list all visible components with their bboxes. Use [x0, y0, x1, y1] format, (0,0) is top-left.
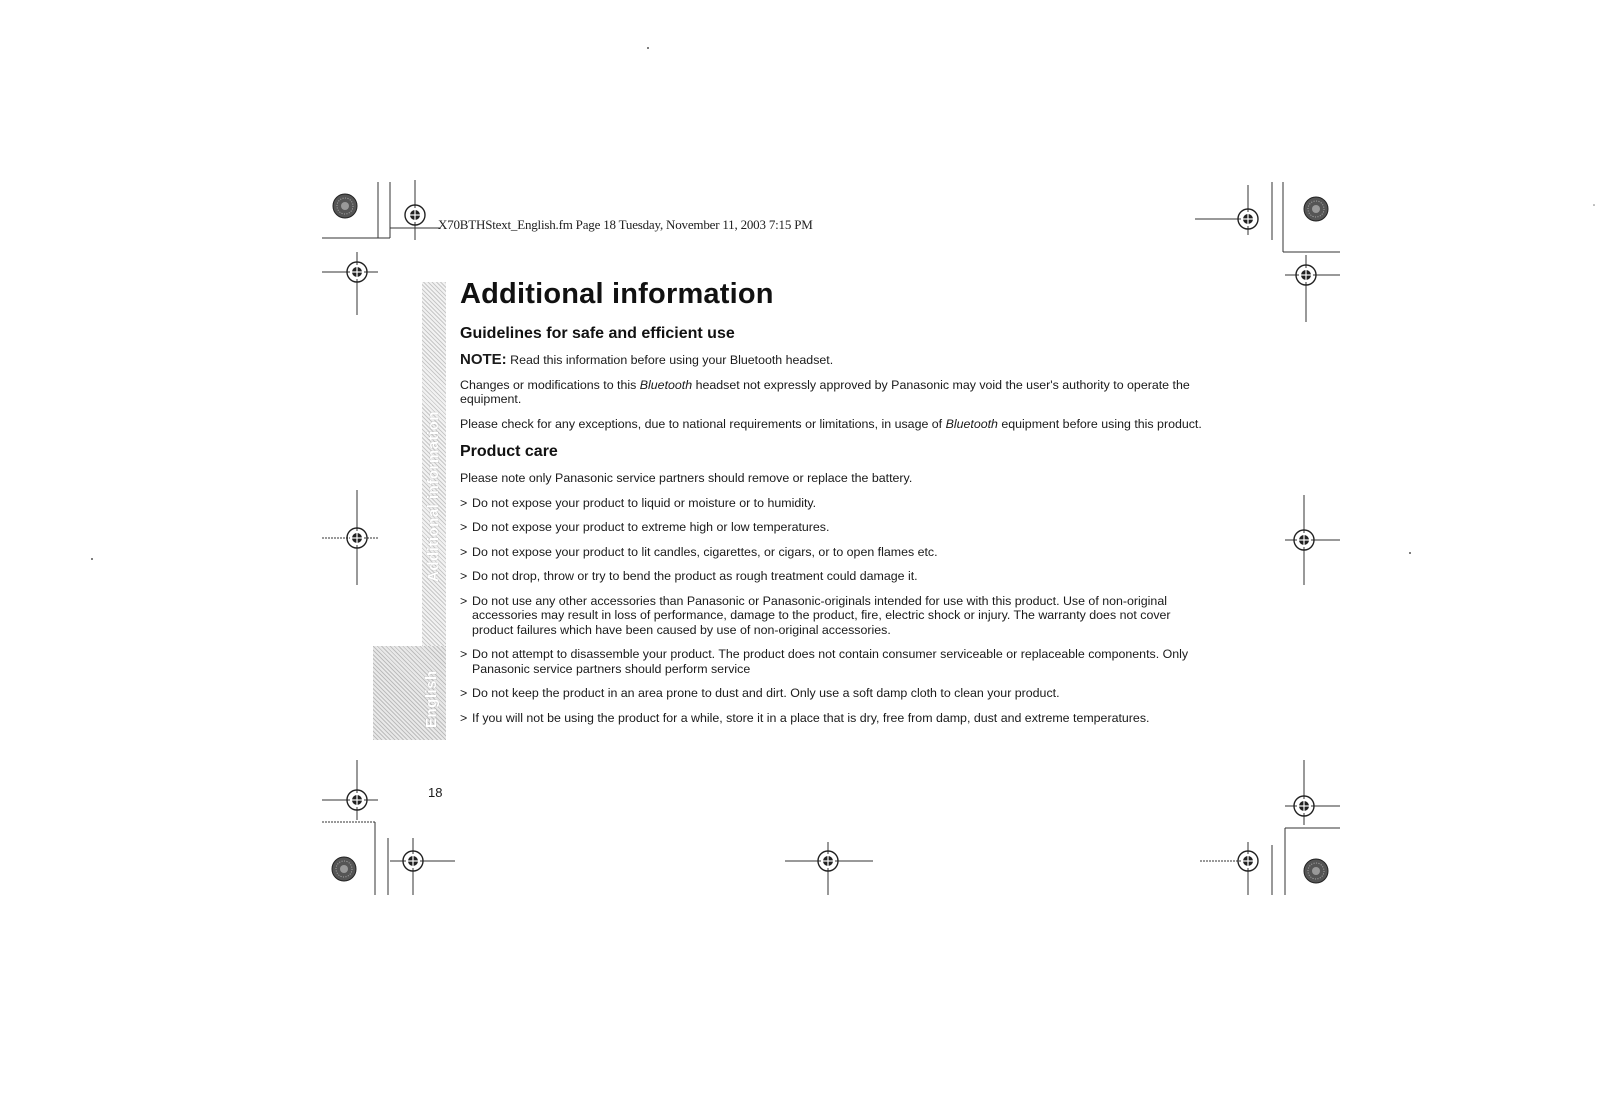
guidelines-heading: Guidelines for safe and efficient use	[460, 325, 735, 342]
changes-paragraph: Changes or modifications to this Bluetooth headset not expressly approved by Panasonic may void the user's authority to operate the equipment.	[460, 377, 1190, 406]
product-care-intro: Please note only Panasonic service partners should remove or replace the battery.	[460, 471, 913, 485]
list-item: > Do not keep the product in an area prone to dust and dirt. Only use a soft damp cloth to clean your product.	[460, 686, 1060, 700]
registration-target-bottom-right-inner	[1238, 851, 1258, 871]
list-item: > Do not attempt to disassemble your product. The product does not contain consumer serviceable or replaceable components. Only Panasonic service partners should perform service	[460, 647, 1189, 676]
registration-target-top-right-inner	[1238, 209, 1258, 229]
registration-target-bottom-center	[818, 851, 838, 871]
list-item: > If you will not be using the product for a while, store it in a place that is dry, free from damp, dust and extreme temperatures.	[460, 710, 1150, 725]
note-paragraph	[460, 353, 1205, 368]
product-care-heading: Product care	[460, 443, 558, 460]
main-content	[460, 278, 1205, 735]
list-item: > Do not use any other accessories than Panasonic or Panasonic-originals intended for use with this product. Use of non-original accessories may result in loss of performance, damage to the product, fire, electric shock or injury. The warranty does not cover product failures which have been caused by use of non-original accessories.	[460, 593, 1171, 637]
color-target-top-left	[333, 194, 357, 218]
list-item: > Do not expose your product to extreme high or low temperatures.	[460, 520, 830, 534]
side-tab-section	[422, 282, 446, 646]
registration-target-bottom-left-inner	[403, 851, 423, 871]
color-target-bottom-right	[1304, 859, 1328, 883]
registration-target-bottom-left	[347, 790, 367, 810]
side-tab-section-label: Additional information	[425, 411, 442, 582]
registration-target-middle-left	[347, 528, 367, 548]
list-item: > Do not expose your product to liquid or moisture or to humidity.	[460, 495, 817, 510]
registration-target-top-left	[347, 262, 367, 282]
list-item: > Do not expose your product to lit candles, cigarettes, or cigars, or to open flames etc.	[460, 544, 938, 559]
note-text: Read this information before using your Bluetooth headset.	[510, 353, 834, 367]
side-tab-language	[373, 646, 446, 740]
page-number: 18	[428, 785, 443, 800]
side-tab-language-label: English	[423, 670, 440, 728]
registration-target-middle-right	[1294, 530, 1314, 550]
registration-target-bottom-right	[1294, 796, 1314, 816]
document-header-info: X70BTHStext_English.fm Page 18 Tuesday, November 11, 2003 7:15 PM	[438, 217, 813, 232]
color-target-top-right	[1304, 197, 1328, 221]
list-item: > Do not drop, throw or try to bend the product as rough treatment could damage it.	[460, 569, 918, 583]
note-label: NOTE:	[460, 351, 507, 368]
page-title: Additional information	[460, 278, 774, 310]
registration-target-top-left-inner	[405, 205, 425, 225]
check-paragraph: Please check for any exceptions, due to national requirements or limitations, in usage of Bluetooth equipment before using this product.	[460, 416, 1202, 431]
product-care-list	[460, 496, 1205, 726]
registration-target-top-right	[1296, 265, 1316, 285]
color-target-bottom-left	[332, 857, 356, 881]
